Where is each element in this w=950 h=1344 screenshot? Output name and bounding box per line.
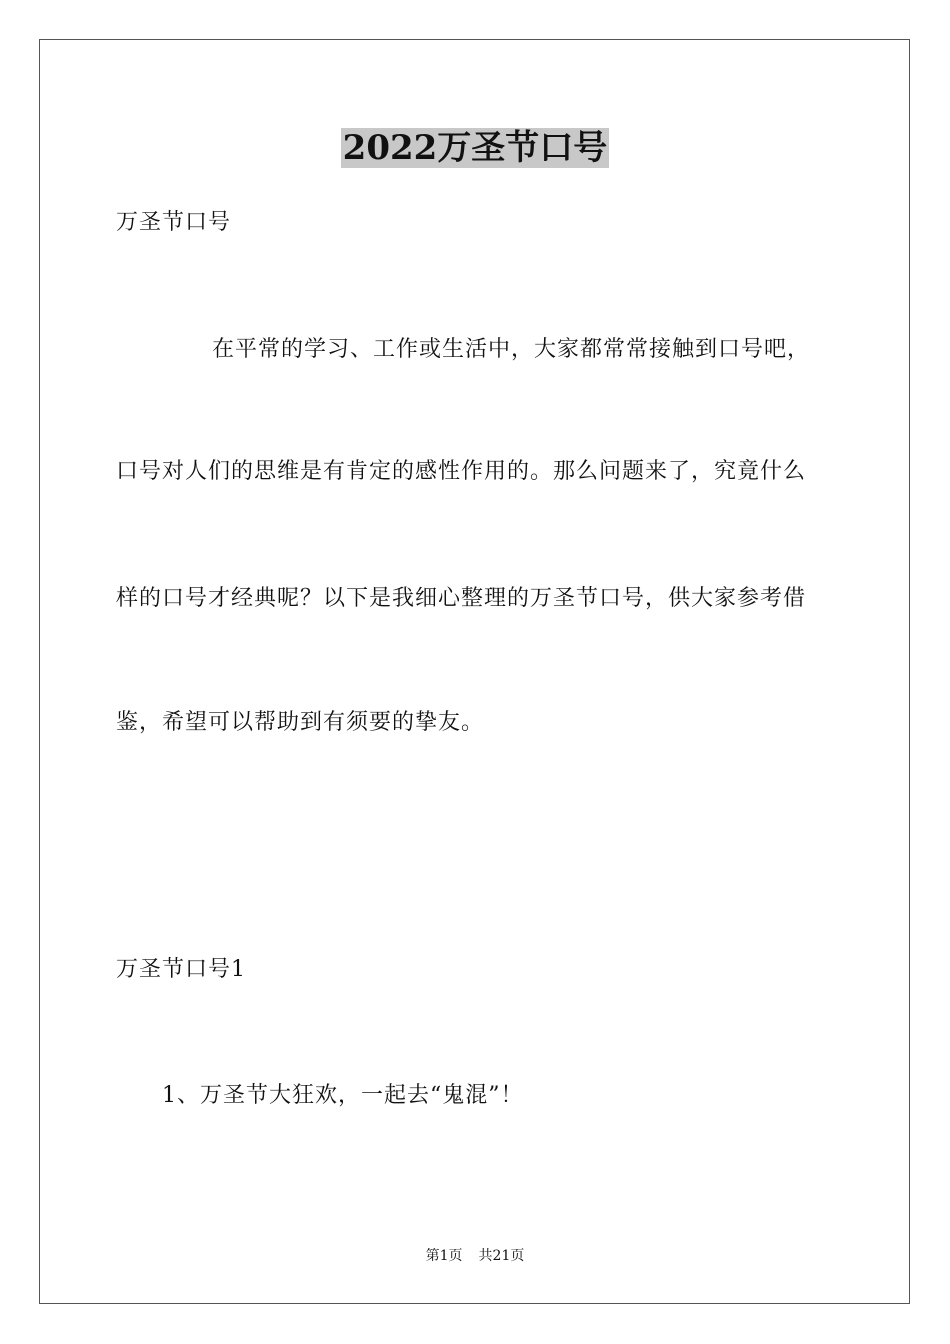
section-heading: 万圣节口号1 xyxy=(116,957,246,982)
intro-line-3: 样的口号才经典呢？以下是我细心整理的万圣节口号，供大家参考借 xyxy=(116,586,807,611)
document-title: 2022万圣节口号 xyxy=(342,128,608,168)
intro-line-4: 鉴，希望可以帮助到有须要的挚友。 xyxy=(116,710,485,735)
title-container xyxy=(0,128,950,168)
page-footer xyxy=(0,1247,950,1265)
intro-line-2: 口号对人们的思维是有肯定的感性作用的。那么问题来了，究竟什么 xyxy=(116,459,807,484)
list-item: 1、万圣节大狂欢，一起去“鬼混”！ xyxy=(162,1083,524,1108)
intro-line-1: 在平常的学习、工作或生活中，大家都常常接触到口号吧， xyxy=(212,337,811,362)
page-number-total: 共21页 xyxy=(478,1248,525,1264)
section-subtitle: 万圣节口号 xyxy=(116,210,232,235)
page-number-current: 第1页 xyxy=(425,1248,463,1264)
